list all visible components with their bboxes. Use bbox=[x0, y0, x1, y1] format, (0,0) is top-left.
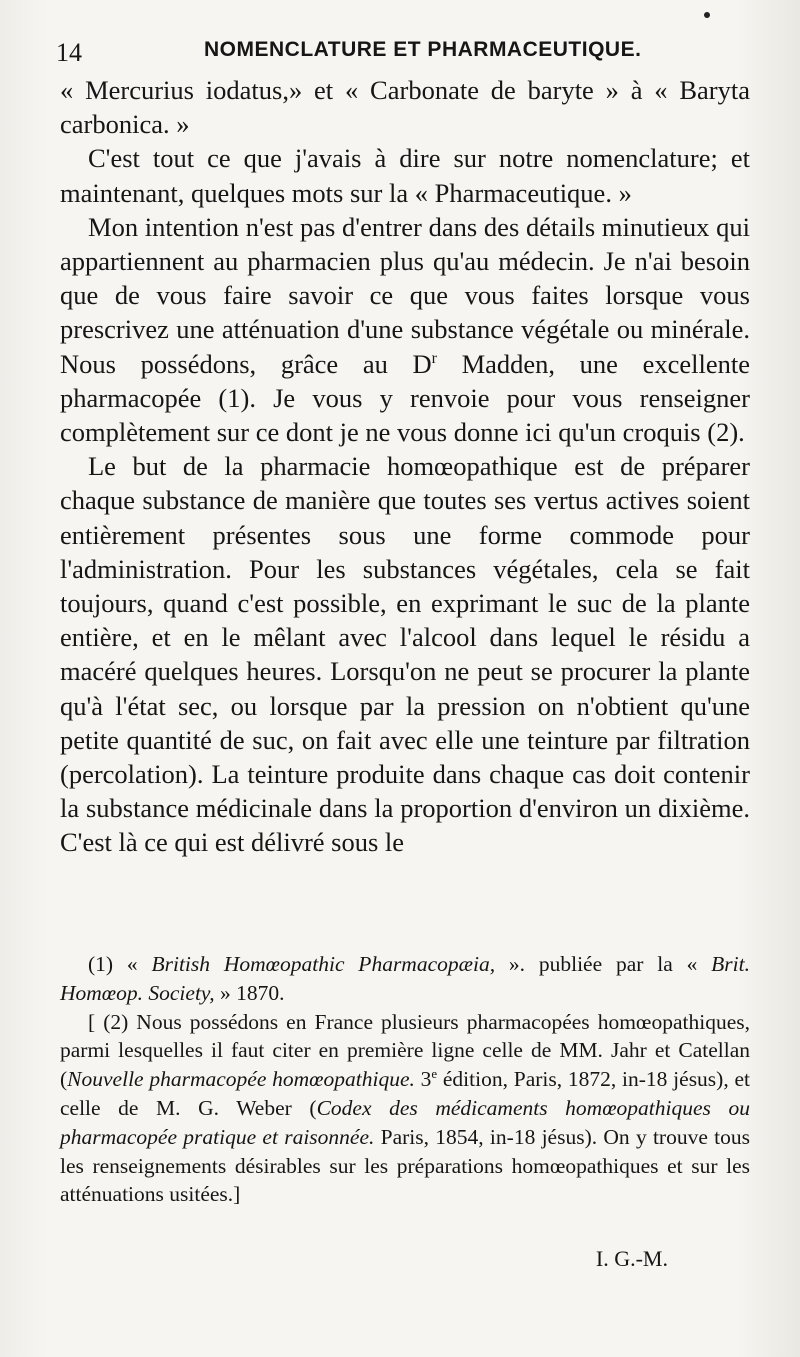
footnote-1-end: » 1870. bbox=[214, 980, 285, 1005]
doctor-superscript: r bbox=[431, 349, 437, 367]
paragraph-2: C'est tout ce que j'avais à dire sur notre nomenclature; et maintenant, quelques mots sur la « Pharmaceutique. » bbox=[60, 143, 750, 208]
footnote-1-society: Brit. Homœop. Society, bbox=[60, 952, 750, 1005]
footnote-2-part-b1: 3 bbox=[414, 1067, 432, 1092]
footnote-2-title-1: Nouvelle pharmacopée homœopathique. bbox=[67, 1067, 415, 1092]
page-header bbox=[56, 28, 756, 68]
ink-speck bbox=[704, 12, 710, 18]
footnote-2-part-c: Paris, 1854, in-18 jésus). On y trouve tous les renseignements désirables sur les préparations homœopathiques et sur les atténuations usitées.] bbox=[60, 1124, 750, 1207]
edition-superscript: e bbox=[431, 1067, 438, 1082]
footnote-1-marker: (1) « bbox=[88, 952, 152, 976]
running-head: NOMENCLATURE ET PHARMACEUTIQUE. bbox=[204, 38, 642, 61]
footnote-1 bbox=[60, 950, 750, 1008]
paragraph-1: « Mercurius iodatus,» et « Carbonate de baryte » à « Baryta carbonica. » bbox=[60, 75, 750, 140]
footnote-2-part-b2: édition, Paris, 1872, in-18 jésus), et celle de M. G. Weber ( bbox=[60, 1067, 750, 1120]
paragraph-3 bbox=[60, 210, 750, 449]
main-text bbox=[60, 73, 750, 860]
page-number: 14 bbox=[56, 38, 82, 67]
footnote-1-mid: ». publiée par la « bbox=[495, 952, 712, 976]
paragraph-3-part-b: Madden, une excellente pharmacopée (1). Je vous y renvoie pour vous renseigner complètement sur ce dont je ne vous donne ici qu'un croquis (2). bbox=[60, 348, 750, 448]
footnote-2-part-a: [ (2) Nous possédons en France plusieurs pharmacopées homœopathiques, parmi lesquelles il faut citer en première ligne celle de MM. Jahr et Catellan ( bbox=[60, 1009, 750, 1092]
signature: I. G.-M. bbox=[595, 1246, 668, 1271]
footnote-2-title-2: Codex des médicaments homœopathiques ou pharmacopée pratique et raisonnée. bbox=[60, 1095, 750, 1149]
footnote-1-title: British Homœopathic Pharmacopæia, bbox=[151, 952, 496, 976]
footnotes bbox=[60, 950, 750, 1209]
footnote-2 bbox=[60, 1008, 750, 1210]
paragraph-4: Le but de la pharmacie homœopathique est de préparer chaque substance de manière que toutes ses vertus actives soient entièrement présentes sous une forme commode pour l'administration. Pour les substances végétales, cela se fait toujours, quand c'est possible, en exprimant le suc de la plante entière, et en le mêlant avec l'alcool dans lequel le résidu a macéré quelques heures. Lorsqu'on ne peut se procurer la plante qu'à l'état sec, ou lorsque par la pression on n'obtient qu'une petite quantité de suc, on fait avec elle une teinture par filtration (percolation). La teinture produite dans chaque cas doit contenir la substance médicinale dans la proportion d'environ un dixième. C'est là ce qui est délivré sous le bbox=[60, 451, 750, 858]
paragraph-3-part-a: Mon intention n'est pas d'entrer dans des détails minutieux qui appartiennent au pharmacien plus qu'au médecin. Je n'ai besoin que de vous faire savoir ce que vous faites lorsque vous prescrivez une atténuation d'une substance végétale ou minérale. Nous possédons, grâce au D bbox=[60, 211, 750, 379]
